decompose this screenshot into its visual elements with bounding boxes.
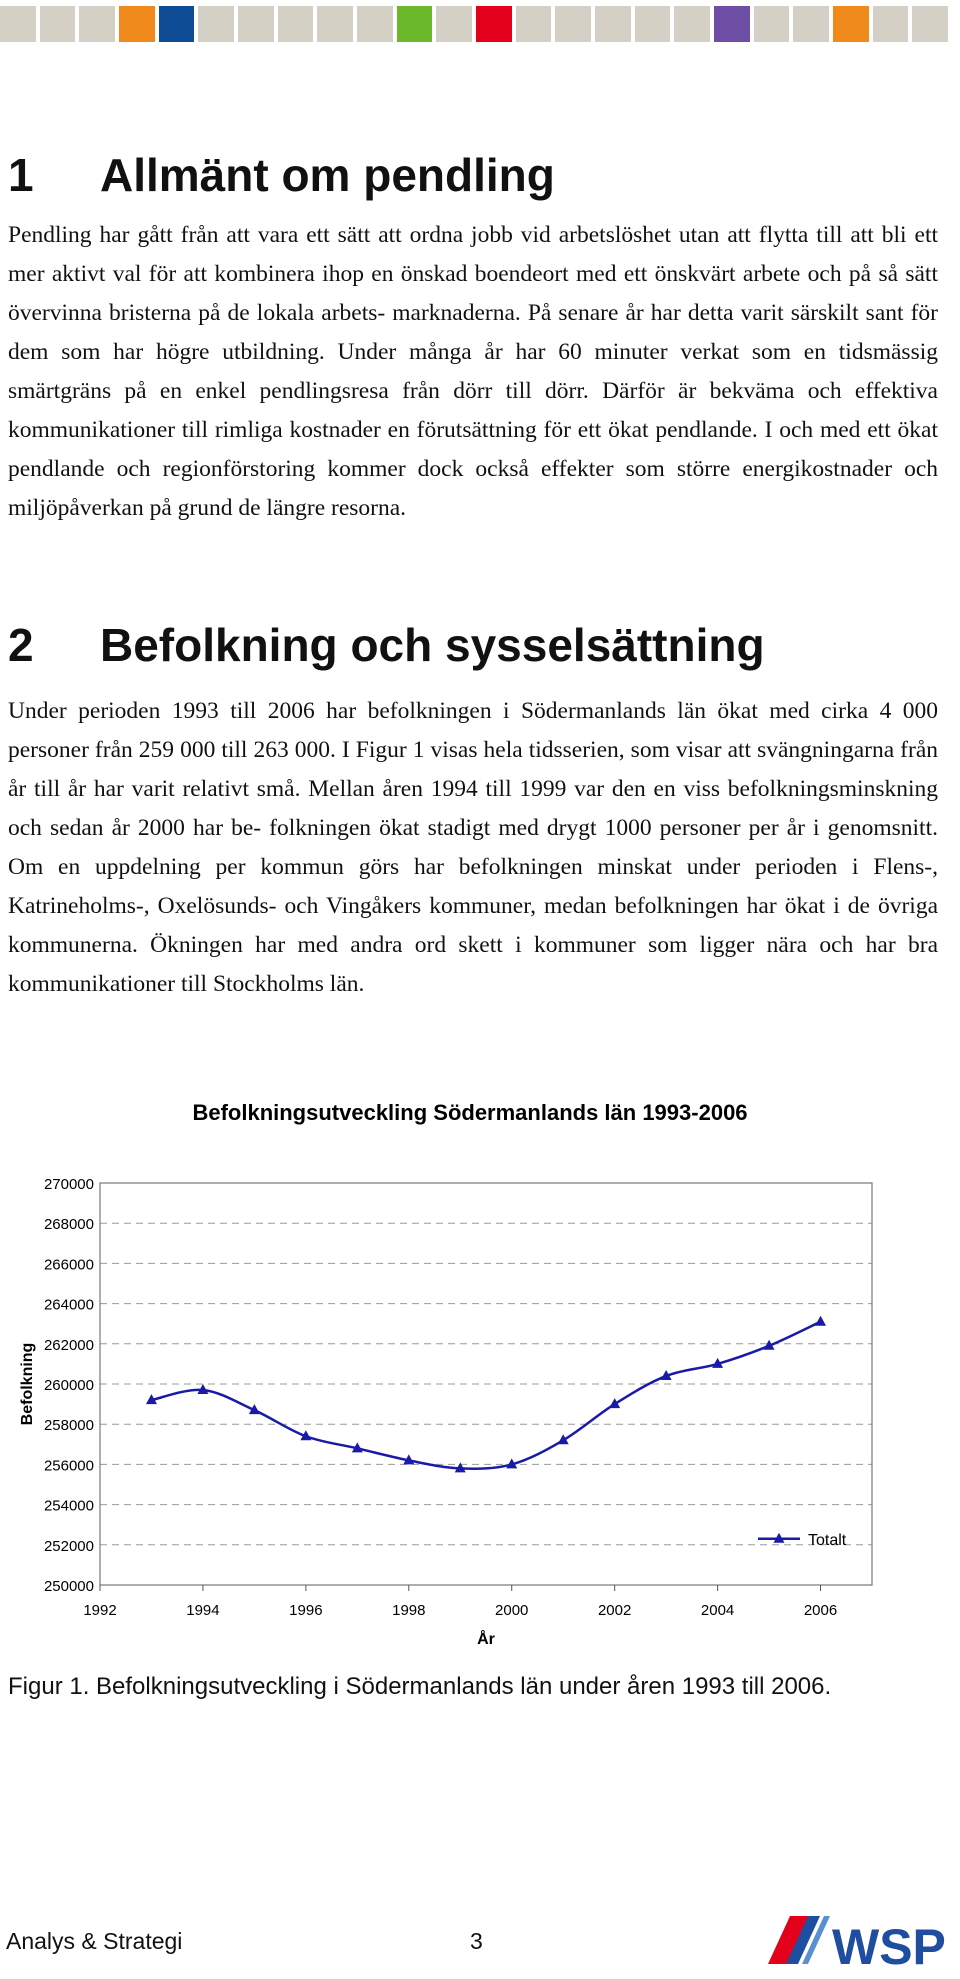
y-tick-label: 256000	[43, 1457, 94, 1475]
x-tick-label: 1998	[392, 1602, 426, 1619]
header-color-square	[159, 6, 195, 42]
header-color-square	[833, 6, 869, 42]
section-2-number: 2	[8, 619, 34, 671]
x-tick-label: 2000	[495, 1602, 529, 1619]
header-color-square	[873, 6, 909, 42]
header-color-square	[40, 6, 76, 42]
y-tick-label: 250000	[43, 1578, 94, 1595]
y-tick-label: 254000	[43, 1497, 94, 1515]
data-point-marker	[815, 1316, 826, 1326]
section-1-number: 1	[8, 149, 34, 201]
y-tick-label: 262000	[43, 1336, 94, 1354]
x-axis-label: År	[477, 1631, 495, 1648]
chart-title: Befolkningsutveckling Södermanlands län 1993-2006	[192, 1100, 748, 1125]
header-color-square	[555, 6, 591, 42]
y-tick-label: 268000	[43, 1216, 94, 1234]
footer-department: Analys & Strategi	[6, 1928, 183, 1954]
x-tick-label: 1992	[83, 1602, 117, 1619]
section-1-body: Pendling har gått från att vara ett sätt att ordna jobb vid arbetslöshet utan att flytta till att bli ett mer aktivt val för att kombinera ihop en önskad boendeort med ett önskvärt arbete och på så sätt övervinna bristerna på de lokala arbets- marknaderna. På senare år har detta varit särskilt sant för dem som har högre utbildning. Under många år har 60 minuter verkat som en tidsmässig smärtgräns på en enkel pendlingsresa från dörr till dörr. Därför är bekväma och effektiva kommunikationer till rimliga kostnader en förutsättning för ett ökat pendlande. I och med ett ökat pendlande och regionförstoring kommer dock också effekter som större energikostnader och miljöpåverkan på grund de längre resorna.	[8, 222, 938, 521]
x-tick-label: 2002	[597, 1602, 632, 1619]
header-color-square	[357, 6, 393, 42]
x-tick-label: 2004	[700, 1602, 735, 1619]
header-color-square	[119, 6, 155, 42]
legend-label: Totalt	[808, 1531, 847, 1549]
header-color-square	[476, 6, 512, 42]
wsp-logo	[768, 1912, 958, 1972]
page-number: 3	[470, 1928, 483, 1954]
header-color-square	[79, 6, 115, 42]
header-color-square	[278, 6, 314, 42]
header-color-square	[714, 6, 750, 42]
logo-text: WSP	[832, 1919, 946, 1972]
section-2-title: Befolkning och sysselsättning	[100, 619, 765, 671]
header-color-square	[238, 6, 274, 42]
header-color-square	[635, 6, 671, 42]
y-tick-label: 264000	[43, 1296, 94, 1314]
section-1-heading	[8, 148, 555, 202]
header-color-bar	[0, 6, 948, 42]
header-color-square	[754, 6, 790, 42]
header-color-square	[595, 6, 631, 42]
header-color-square	[793, 6, 829, 42]
header-color-square	[317, 6, 353, 42]
x-tick-label: 1994	[186, 1602, 220, 1619]
x-tick-label: 2006	[803, 1602, 838, 1619]
header-color-square	[198, 6, 234, 42]
section-2-heading	[8, 618, 765, 672]
header-color-square	[397, 6, 433, 42]
y-tick-label: 252000	[43, 1537, 94, 1555]
header-color-square	[436, 6, 472, 42]
population-line-chart	[0, 1095, 960, 1665]
y-tick-label: 258000	[43, 1417, 94, 1435]
header-color-square	[0, 6, 36, 42]
figure-caption: Figur 1. Befolkningsutveckling i Södermanlands län under åren 1993 till 2006.	[8, 1673, 832, 1700]
y-tick-label: 266000	[43, 1256, 94, 1274]
y-tick-label: 260000	[43, 1377, 94, 1394]
y-tick-label: 270000	[43, 1176, 94, 1193]
section-2-body: Under perioden 1993 till 2006 har befolkningen i Södermanlands län ökat med cirka 4 000 personer från 259 000 till 263 000. I Figur 1 visas hela tidsserien, som visar att svängningarna från år till år har varit relativt små. Mellan åren 1994 till 1999 var den en viss befolkningsminskning och sedan år 2000 har be- folkningen ökat stadigt med drygt 1000 personer per år i genomsnitt. Om en uppdelning per kommun görs har befolkningen minskat under perioden i Flens-, Katrineholms-, Oxelösunds- och Vingåkers kommuner, medan befolkningen har ökat i de övriga kommunerna. Ökningen har med andra ord skett i kommuner som ligger nära och har bra kommunikationer till Stockholms län.	[8, 698, 938, 997]
header-color-square	[912, 6, 948, 42]
y-axis-label: Befolkning	[19, 1342, 36, 1426]
x-tick-label: 1996	[289, 1602, 323, 1619]
header-color-square	[674, 6, 710, 42]
header-color-square	[516, 6, 552, 42]
section-1-title: Allmänt om pendling	[100, 149, 555, 201]
